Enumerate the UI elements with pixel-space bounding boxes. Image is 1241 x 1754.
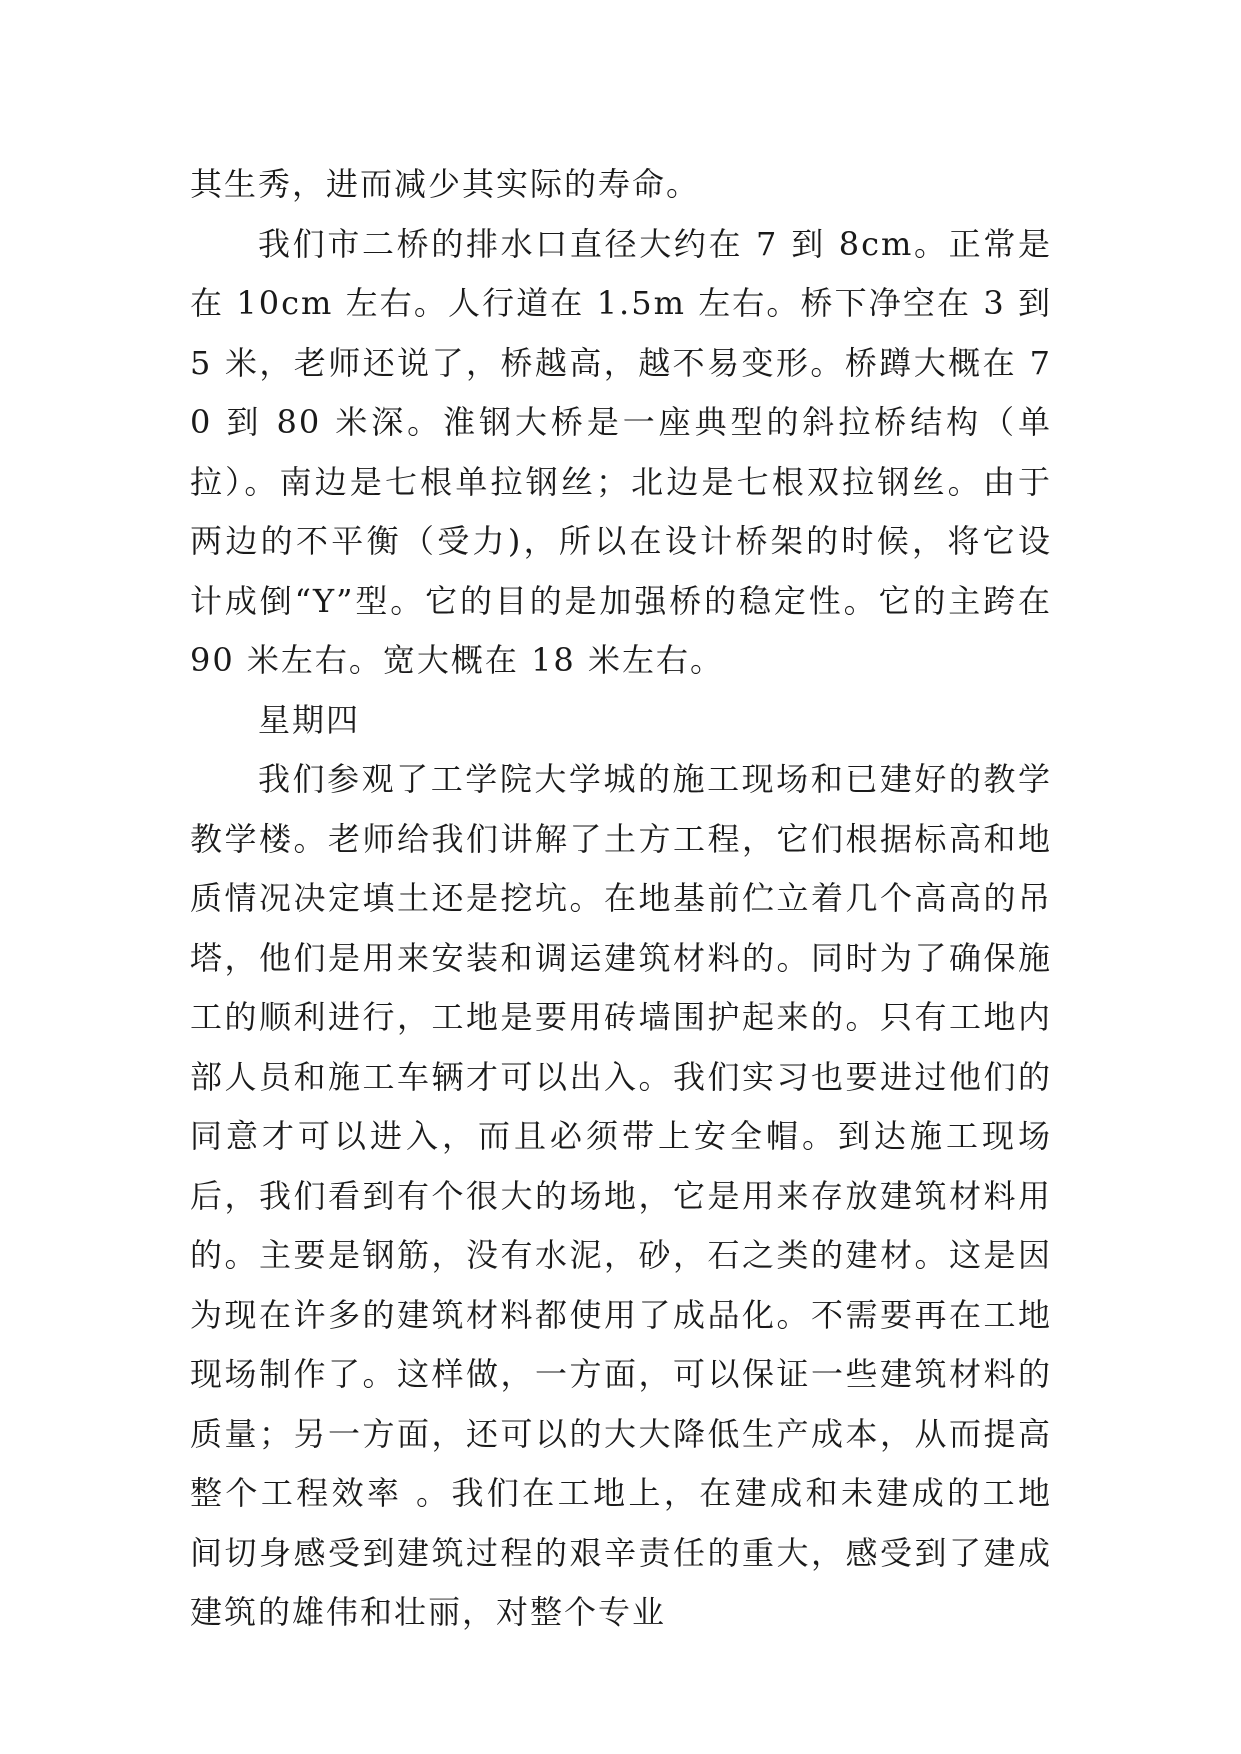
section-heading-thursday: 星期四 (258, 700, 361, 739)
paragraph-bridge-details: 我们市二桥的排水口直径大约在 7 到 8cm。正常是在 10cm 左右。人行道在 1.5m 左右。桥下净空在 3 到 5 米，老师还说了，桥越高，越不易变形。桥蹲大概在 70 到 80 米深。淮钢大桥是一座典型的斜拉桥结构（单拉）。南边是七根单拉钢丝；北边是七根双拉钢丝。由于两边的不平衡（受力)，所以在设计桥架的时候，将它设计成倒“Y”型。它的目的是加强桥的稳定性。它的主跨在 90 米左右。宽大概在 18 米左右。 (190, 224, 1052, 679)
paragraph-continuation: 其生秀，进而减少其实际的寿命。 (190, 165, 701, 203)
paragraph-construction-site: 我们参观了工学院大学城的施工现场和已建好的教学教学楼。老师给我们讲解了土方工程，它们根据标高和地质情况决定填土还是挖坑。在地基前伫立着几个高高的吊塔，他们是用来安装和调运建筑材料的。同时为了确保施工的顺利进行，工地是要用砖墙围护起来的。只有工地内部人员和施工车辆才可以出入。我们实习也要进过他们的同意才可以进入，而且必须带上安全帽。到达施工现场后，我们看到有个很大的场地，它是用来存放建筑材料用的。主要是钢筋，没有水泥，砂，石之类的建材。这是因为现在许多的建筑材料都使用了成品化。不需要再在工地现场制作了。这样做，一方面，可以保证一些建筑材料的质量；另一方面，还可以的大大降低生产成本，从而提高整个工程效率 。我们在工地上，在建成和未建成的工地间切身感受到建筑过程的艰辛责任的重大，感受到了建成建筑的雄伟和壮丽，对整个专业 (190, 760, 1052, 1631)
document-body (190, 155, 1052, 1643)
